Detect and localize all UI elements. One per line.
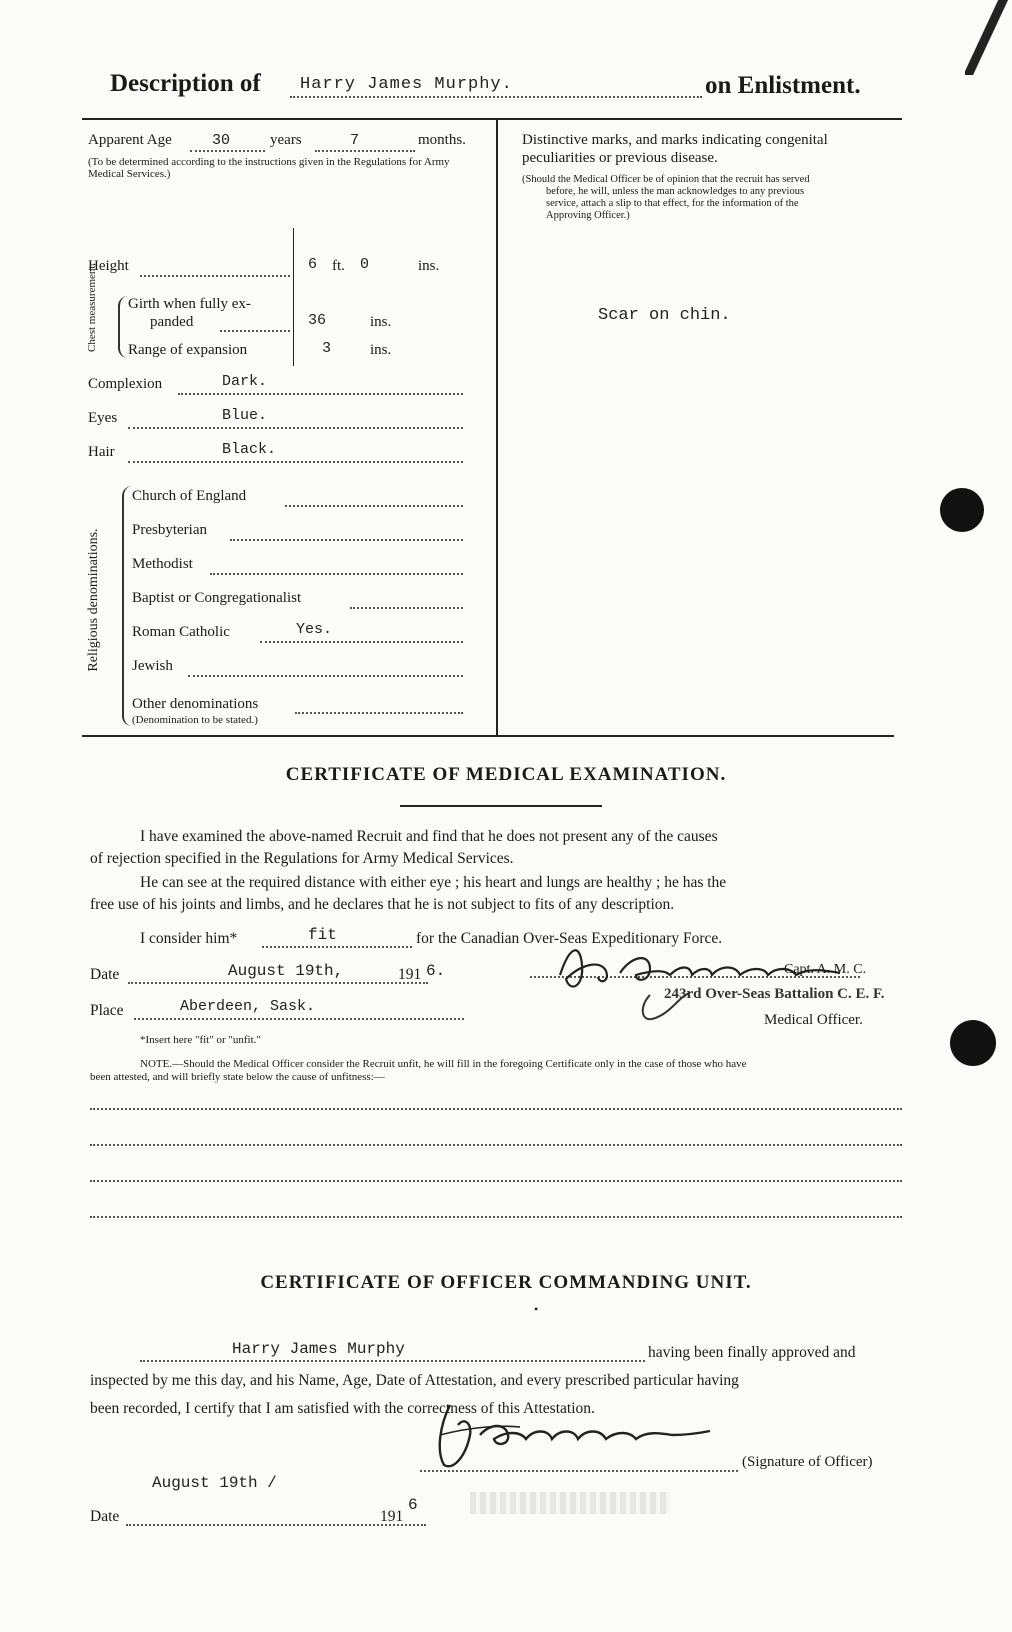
height-lead-line	[140, 275, 290, 277]
consider-prefix: I consider him*	[140, 930, 238, 947]
chest-brace	[118, 296, 128, 358]
marks-value: Scar on chin.	[598, 306, 731, 325]
marks-note-2: before, he will, unless the man acknowledges to any previous	[546, 186, 805, 197]
range-unit: ins.	[370, 342, 392, 358]
officer-rank: Capt. A. M. C.	[784, 962, 867, 977]
unfitness-line-3	[90, 1180, 902, 1182]
religion-line-5	[188, 675, 463, 677]
range-label: Range of expansion	[128, 342, 248, 358]
roman-catholic-value: Yes.	[296, 621, 333, 638]
girth-label-2: panded	[150, 314, 194, 330]
range-value: 3	[322, 340, 332, 357]
religion-church-of-england: Church of England	[132, 488, 247, 504]
denomination-note: (Denomination to be stated.)	[132, 714, 258, 726]
eyes-line	[128, 427, 463, 429]
hair-line	[128, 461, 463, 463]
marks-note-3: service, attach a slip to that effect, for the information of the	[546, 198, 799, 209]
recruit-name: Harry James Murphy.	[300, 75, 513, 94]
commanding-signature-line	[420, 1470, 738, 1472]
religion-line-4	[260, 641, 463, 643]
eyes-label: Eyes	[88, 410, 118, 426]
commanding-name-line	[140, 1360, 645, 1362]
medical-date-label: Date	[90, 966, 120, 983]
age-months-line	[315, 150, 415, 152]
measure-column-rule	[293, 228, 294, 366]
commanding-date-label: Date	[90, 1508, 120, 1525]
commanding-title: CERTIFICATE OF OFFICER COMMANDING UNIT.	[260, 1272, 752, 1293]
medical-title-rule	[400, 805, 602, 807]
medical-place-value: Aberdeen, Sask.	[180, 998, 316, 1015]
commanding-officer-signature	[410, 1395, 770, 1475]
insert-note: *Insert here "fit" or "unfit."	[140, 1034, 261, 1046]
religion-roman-catholic: Roman Catholic	[132, 624, 230, 640]
header-suffix: on Enlistment.	[705, 72, 861, 99]
medical-para2-a: He can see at the required distance with either eye ; his heart and lungs are healthy ; he has the	[140, 874, 727, 891]
age-note: (To be determined according to the instructions given in the Regulations for Army Medical Services.)	[88, 156, 450, 180]
religion-other: Other denominations	[132, 696, 259, 712]
medical-place-line	[134, 1018, 464, 1020]
religion-presbyterian: Presbyterian	[132, 522, 207, 538]
officer-title: Medical Officer.	[764, 1012, 863, 1028]
religion-line-0	[285, 505, 463, 507]
religion-jewish: Jewish	[132, 658, 173, 674]
commanding-title-dot: •	[534, 1302, 539, 1316]
commanding-line3: been recorded, I certify that I am satisfied with the correctness of this Attestation.	[90, 1400, 595, 1417]
medical-year-digit: 6.	[426, 962, 446, 980]
punch-hole-bottom	[950, 1020, 996, 1066]
age-label: Apparent Age	[88, 132, 172, 148]
medical-title: CERTIFICATE OF MEDICAL EXAMINATION.	[285, 764, 727, 785]
ins-label: ins.	[418, 258, 440, 274]
height-ft: 6	[308, 256, 318, 273]
marks-label-2: peculiarities or previous disease.	[522, 150, 718, 166]
commanding-year-digit: 6	[408, 1496, 418, 1514]
marks-note-4: Approving Officer.)	[546, 210, 630, 221]
consider-suffix: for the Canadian Over-Seas Expeditionary Force.	[416, 930, 723, 947]
note-line-2: been attested, and will briefly state below the cause of unfitness:—	[90, 1071, 385, 1083]
medical-para1-b: of rejection specified in the Regulations for Army Medical Services.	[90, 850, 514, 867]
religion-brace	[122, 486, 132, 726]
note-line-1: NOTE.—Should the Medical Officer consider the Recruit unfit, he will fill in the foregoing Certificate only in the case of those who have	[140, 1058, 747, 1070]
eyes-value: Blue.	[222, 407, 268, 424]
header-name-line	[290, 96, 702, 98]
height-in: 0	[360, 256, 370, 273]
religion-baptist: Baptist or Congregationalist	[132, 590, 302, 606]
months-label: months.	[418, 132, 466, 148]
marks-note-1: (Should the Medical Officer be of opinion that the recruit has served	[522, 174, 810, 185]
column-divider	[496, 120, 498, 735]
years-label: years	[270, 132, 302, 148]
punch-hole-top	[940, 488, 984, 532]
religion-line-6	[295, 712, 463, 714]
age-months: 7	[350, 132, 360, 149]
unfitness-line-4	[90, 1216, 902, 1218]
commanding-line1-suffix: having been finally approved and	[648, 1344, 856, 1361]
officer-unit: 243rd Over-Seas Battalion C. E. F.	[664, 986, 885, 1002]
scan-artifact	[965, 0, 1012, 75]
commanding-date-value: August 19th /	[152, 1474, 277, 1492]
religion-line-1	[230, 539, 463, 541]
commanding-name: Harry James Murphy	[232, 1340, 405, 1358]
ft-label: ft.	[332, 258, 345, 274]
header-prefix: Description of	[110, 70, 261, 97]
girth-unit: ins.	[370, 314, 392, 330]
medical-place-label: Place	[90, 1002, 124, 1019]
complexion-line	[178, 393, 463, 395]
top-rule	[82, 118, 902, 120]
chest-label: Chest measurement.	[86, 262, 98, 352]
consider-line	[262, 946, 412, 948]
girth-lead-line	[220, 330, 290, 332]
complexion-label: Complexion	[88, 376, 163, 392]
complexion-value: Dark.	[222, 373, 268, 390]
religion-methodist: Methodist	[132, 556, 193, 572]
bottom-rule	[82, 735, 894, 737]
medical-para1-a: I have examined the above-named Recruit and find that he does not present any of the causes	[140, 828, 718, 845]
medical-date-line	[128, 982, 428, 984]
faint-stamp	[470, 1492, 670, 1514]
consider-value: fit	[308, 926, 337, 944]
hair-label: Hair	[88, 444, 115, 460]
commanding-year-prefix: 191	[380, 1508, 404, 1525]
hair-value: Black.	[222, 441, 277, 458]
medical-year-prefix: 191	[398, 966, 422, 983]
religion-label: Religious denominations.	[86, 528, 101, 672]
unfitness-line-1	[90, 1108, 902, 1110]
girth-label-1: Girth when fully ex-	[128, 296, 251, 312]
age-years-line	[190, 150, 265, 152]
girth-value: 36	[308, 312, 327, 329]
age-years: 30	[212, 132, 231, 149]
medical-date-value: August 19th,	[228, 962, 344, 980]
height-label: Height	[88, 258, 129, 274]
signature-label: (Signature of Officer)	[742, 1454, 873, 1470]
religion-line-3	[350, 607, 463, 609]
commanding-line2: inspected by me this day, and his Name, Age, Date of Attestation, and every prescribed particular having	[90, 1372, 739, 1389]
religion-line-2	[210, 573, 463, 575]
medical-para2-b: free use of his joints and limbs, and he declares that he is not subject to fits of any description.	[90, 896, 675, 913]
marks-label-1: Distinctive marks, and marks indicating congenital	[522, 132, 828, 148]
unfitness-line-2	[90, 1144, 902, 1146]
